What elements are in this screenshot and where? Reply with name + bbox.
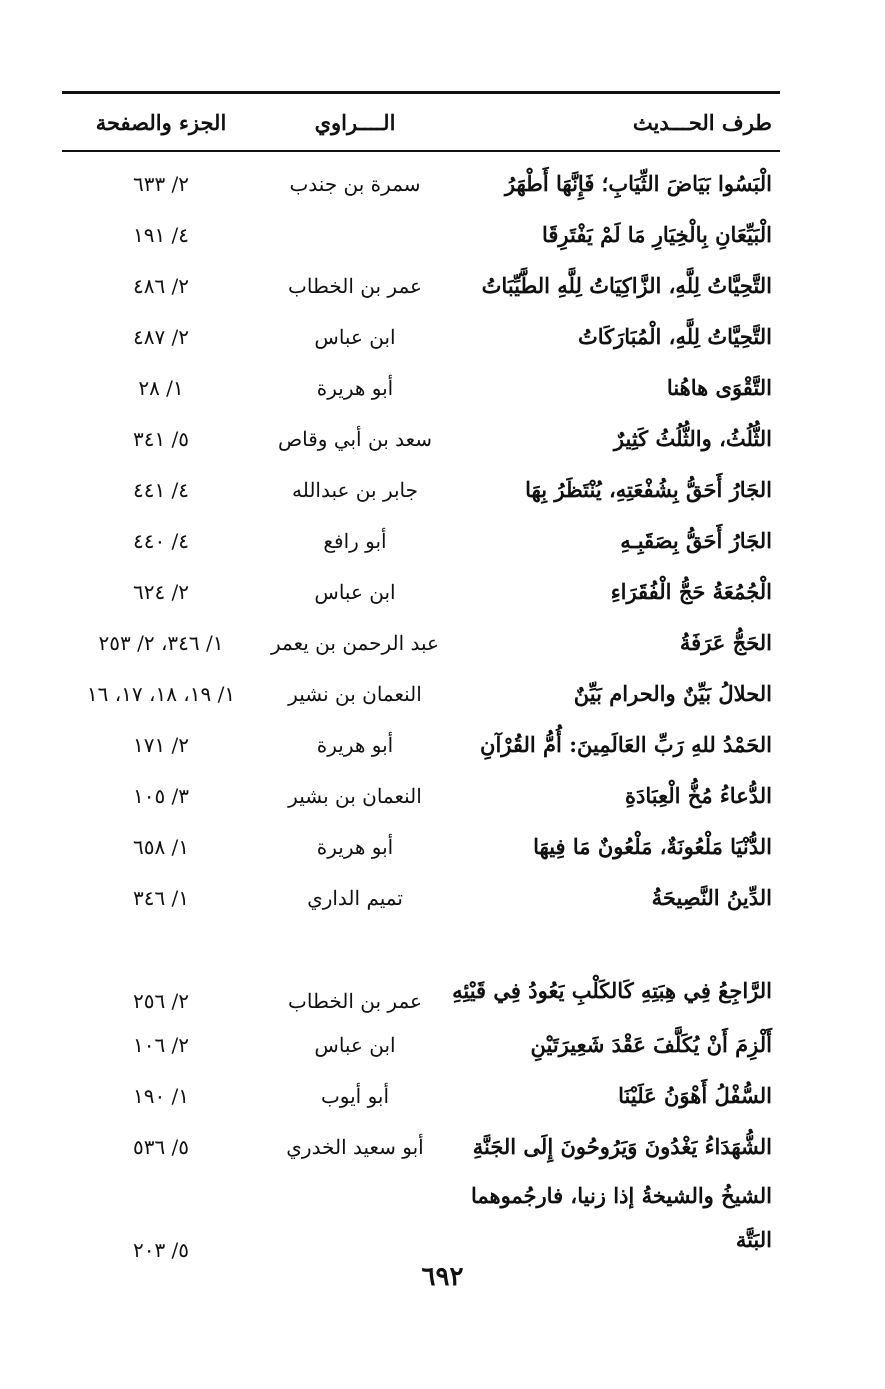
header-hadith: طرف الحـــديث: [632, 109, 772, 135]
volume-page-ref: ١/ ٢٨: [138, 375, 184, 400]
volume-page-ref: ٥/ ٣٤١: [132, 426, 190, 451]
volume-page-ref: ٥/ ٥٣٦: [132, 1134, 190, 1159]
table-row: [62, 362, 780, 413]
table-row: [62, 1019, 780, 1070]
narrator-name: أبو أيوب: [320, 1083, 390, 1108]
volume-page-ref: ٥/ ٢٠٣: [132, 1238, 190, 1262]
volume-page-ref: ١/ ١٩٠: [132, 1083, 190, 1108]
header-narrator: الــــراوي: [314, 109, 396, 135]
table-row: [62, 770, 780, 821]
table-row: [62, 668, 780, 719]
hadith-text: الدُّنْيَا مَلْعُونَةٌ، مَلْعُونٌ مَا فِيهَا: [533, 833, 772, 859]
hadith-text: الرَّاجِعُ فِي هِبَتِهِ كَالكَلْبِ يَعُودُ فِي قَيْئِهِ: [452, 978, 772, 1003]
table-row: [62, 566, 780, 617]
narrator-name: النعمان بن نشير: [288, 681, 422, 706]
hadith-text: أَلْزِمَ أَنْ يُكَلَّفَ عَقْدَ شَعِيرَتَيْنِ: [530, 1031, 772, 1057]
narrator-name: النعمان بن بشير: [288, 783, 422, 808]
volume-page-ref: ٤/ ١٩١: [132, 222, 190, 247]
hadith-text: التَّقْوَى هاهُنا: [666, 374, 772, 400]
table-row: [62, 209, 780, 260]
hadith-text: الثُّلُثُ، والثُّلُثُ كَثِيرٌ: [613, 425, 772, 451]
narrator-name: ابن عباس: [314, 579, 396, 604]
volume-page-ref: ٤/ ٤٤٠: [132, 528, 190, 553]
hadith-text: التَّحِيَّاتُ لِلَّهِ، الزَّاكِيَاتُ لِلَّهِ الطَّيِّبَاتُ: [481, 272, 772, 298]
narrator-name: أبو هريرة: [316, 375, 394, 400]
table-row: [62, 158, 780, 209]
volume-page-ref: ١/ ٣٤٦: [132, 885, 190, 910]
hadith-text: الجَارُ أَحَقُّ بِصَقَبِـهِ: [620, 527, 772, 553]
table-row: [62, 1121, 780, 1172]
hadith-text: الْجُمُعَةُ حَجُّ الْفُقَرَاءِ: [610, 578, 772, 604]
volume-page-ref: ٢/ ٦٢٤: [132, 579, 190, 604]
narrator-name: أبو سعيد الخدري: [286, 1134, 424, 1159]
table-row: [62, 923, 780, 1019]
hadith-table: [62, 158, 780, 1268]
volume-page-ref: ٢/ ٤٨٦: [132, 273, 190, 298]
page-number: ٦٩٢: [421, 1262, 464, 1292]
table-row: [62, 311, 780, 362]
hadith-text: الحلالُ بَيِّنٌ والحرام بَيِّنٌ: [573, 680, 772, 706]
hadith-text: السُّفْلُ أَهْوَنُ عَلَيْنَا: [618, 1082, 772, 1108]
header-rule: [62, 150, 780, 152]
narrator-name: أبو رافع: [323, 528, 387, 553]
volume-page-ref: ٢/ ٤٨٧: [132, 324, 190, 349]
header-volume-page: الجزء والصفحة: [95, 109, 227, 135]
narrator-name: عمر بن الخطاب: [288, 989, 422, 1013]
volume-page-ref: ٤/ ٤٤١: [132, 477, 190, 502]
hadith-text: الحَمْدُ للهِ رَبِّ العَالَمِينَ: أُمُّ القُرْآنِ: [480, 731, 772, 757]
volume-page-ref: ١/ ٦٥٨: [132, 834, 190, 859]
hadith-text: الشيخُ والشيخةُ إذا زنيا، فارجُموهما البَتَّة: [470, 1183, 772, 1252]
hadith-text: الشُّهَدَاءُ يَغْدُونَ وَيَرُوحُونَ إِلَى الجَنَّةِ: [472, 1133, 772, 1159]
table-header: [62, 100, 780, 144]
table-row: [62, 719, 780, 770]
hadith-text: الدِّينُ النَّصِيحَةُ: [651, 884, 772, 910]
top-rule: [62, 91, 780, 94]
narrator-name: ابن عباس: [314, 324, 396, 349]
narrator-name: ابن عباس: [314, 1032, 396, 1057]
table-row: [62, 872, 780, 923]
narrator-name: جابر بن عبدالله: [291, 477, 419, 502]
table-row: [62, 464, 780, 515]
hadith-text: الحَجُّ عَرَفَةُ: [679, 629, 772, 655]
hadith-text: التَّحِيَّاتُ لِلَّهِ، الْمُبَارَكَاتُ: [577, 323, 772, 349]
volume-page-ref: ٢/ ١٠٦: [132, 1032, 190, 1057]
hadith-text: الدُّعاءُ مُخُّ الْعِبَادَةِ: [625, 782, 772, 808]
narrator-name: سمرة بن جندب: [289, 171, 421, 196]
table-row: [62, 617, 780, 668]
hadith-text: الْبَسُوا بَيَاضَ الثِّيَابِ؛ فَإِنَّهَا أَطْهَرُ: [504, 170, 772, 196]
volume-page-ref: ٢/ ٦٣٣: [132, 171, 190, 196]
volume-page-ref: ١/ ١٩، ١٨، ١٧، ١٦: [86, 681, 236, 706]
volume-page-ref: ٣/ ١٠٥: [132, 783, 190, 808]
table-row: [62, 1070, 780, 1121]
narrator-name: أبو هريرة: [316, 834, 394, 859]
table-row: [62, 515, 780, 566]
volume-page-ref: ٢/ ١٧١: [132, 732, 190, 757]
narrator-name: سعد بن أبي وقاص: [277, 426, 433, 451]
narrator-name: تميم الداري: [307, 885, 403, 910]
volume-page-ref: ٢/ ٢٥٦: [132, 989, 190, 1013]
table-row: [62, 1172, 780, 1268]
table-row: [62, 821, 780, 872]
volume-page-ref: ١/ ٣٤٦، ٢/ ٢٥٣: [98, 630, 224, 655]
narrator-name: أبو هريرة: [316, 732, 394, 757]
table-row: [62, 260, 780, 311]
table-row: [62, 413, 780, 464]
narrator-name: عبد الرحمن بن يعمر: [271, 630, 439, 655]
narrator-name: عمر بن الخطاب: [288, 273, 422, 298]
hadith-text: الْبَيِّعَانِ بِالْخِيَارِ مَا لَمْ يَفْتَرِقَا: [541, 221, 772, 247]
hadith-text: الجَارُ أَحَقُّ بِشُفْعَتِهِ، يُنْتَظَرُ بِهَا: [525, 476, 772, 502]
